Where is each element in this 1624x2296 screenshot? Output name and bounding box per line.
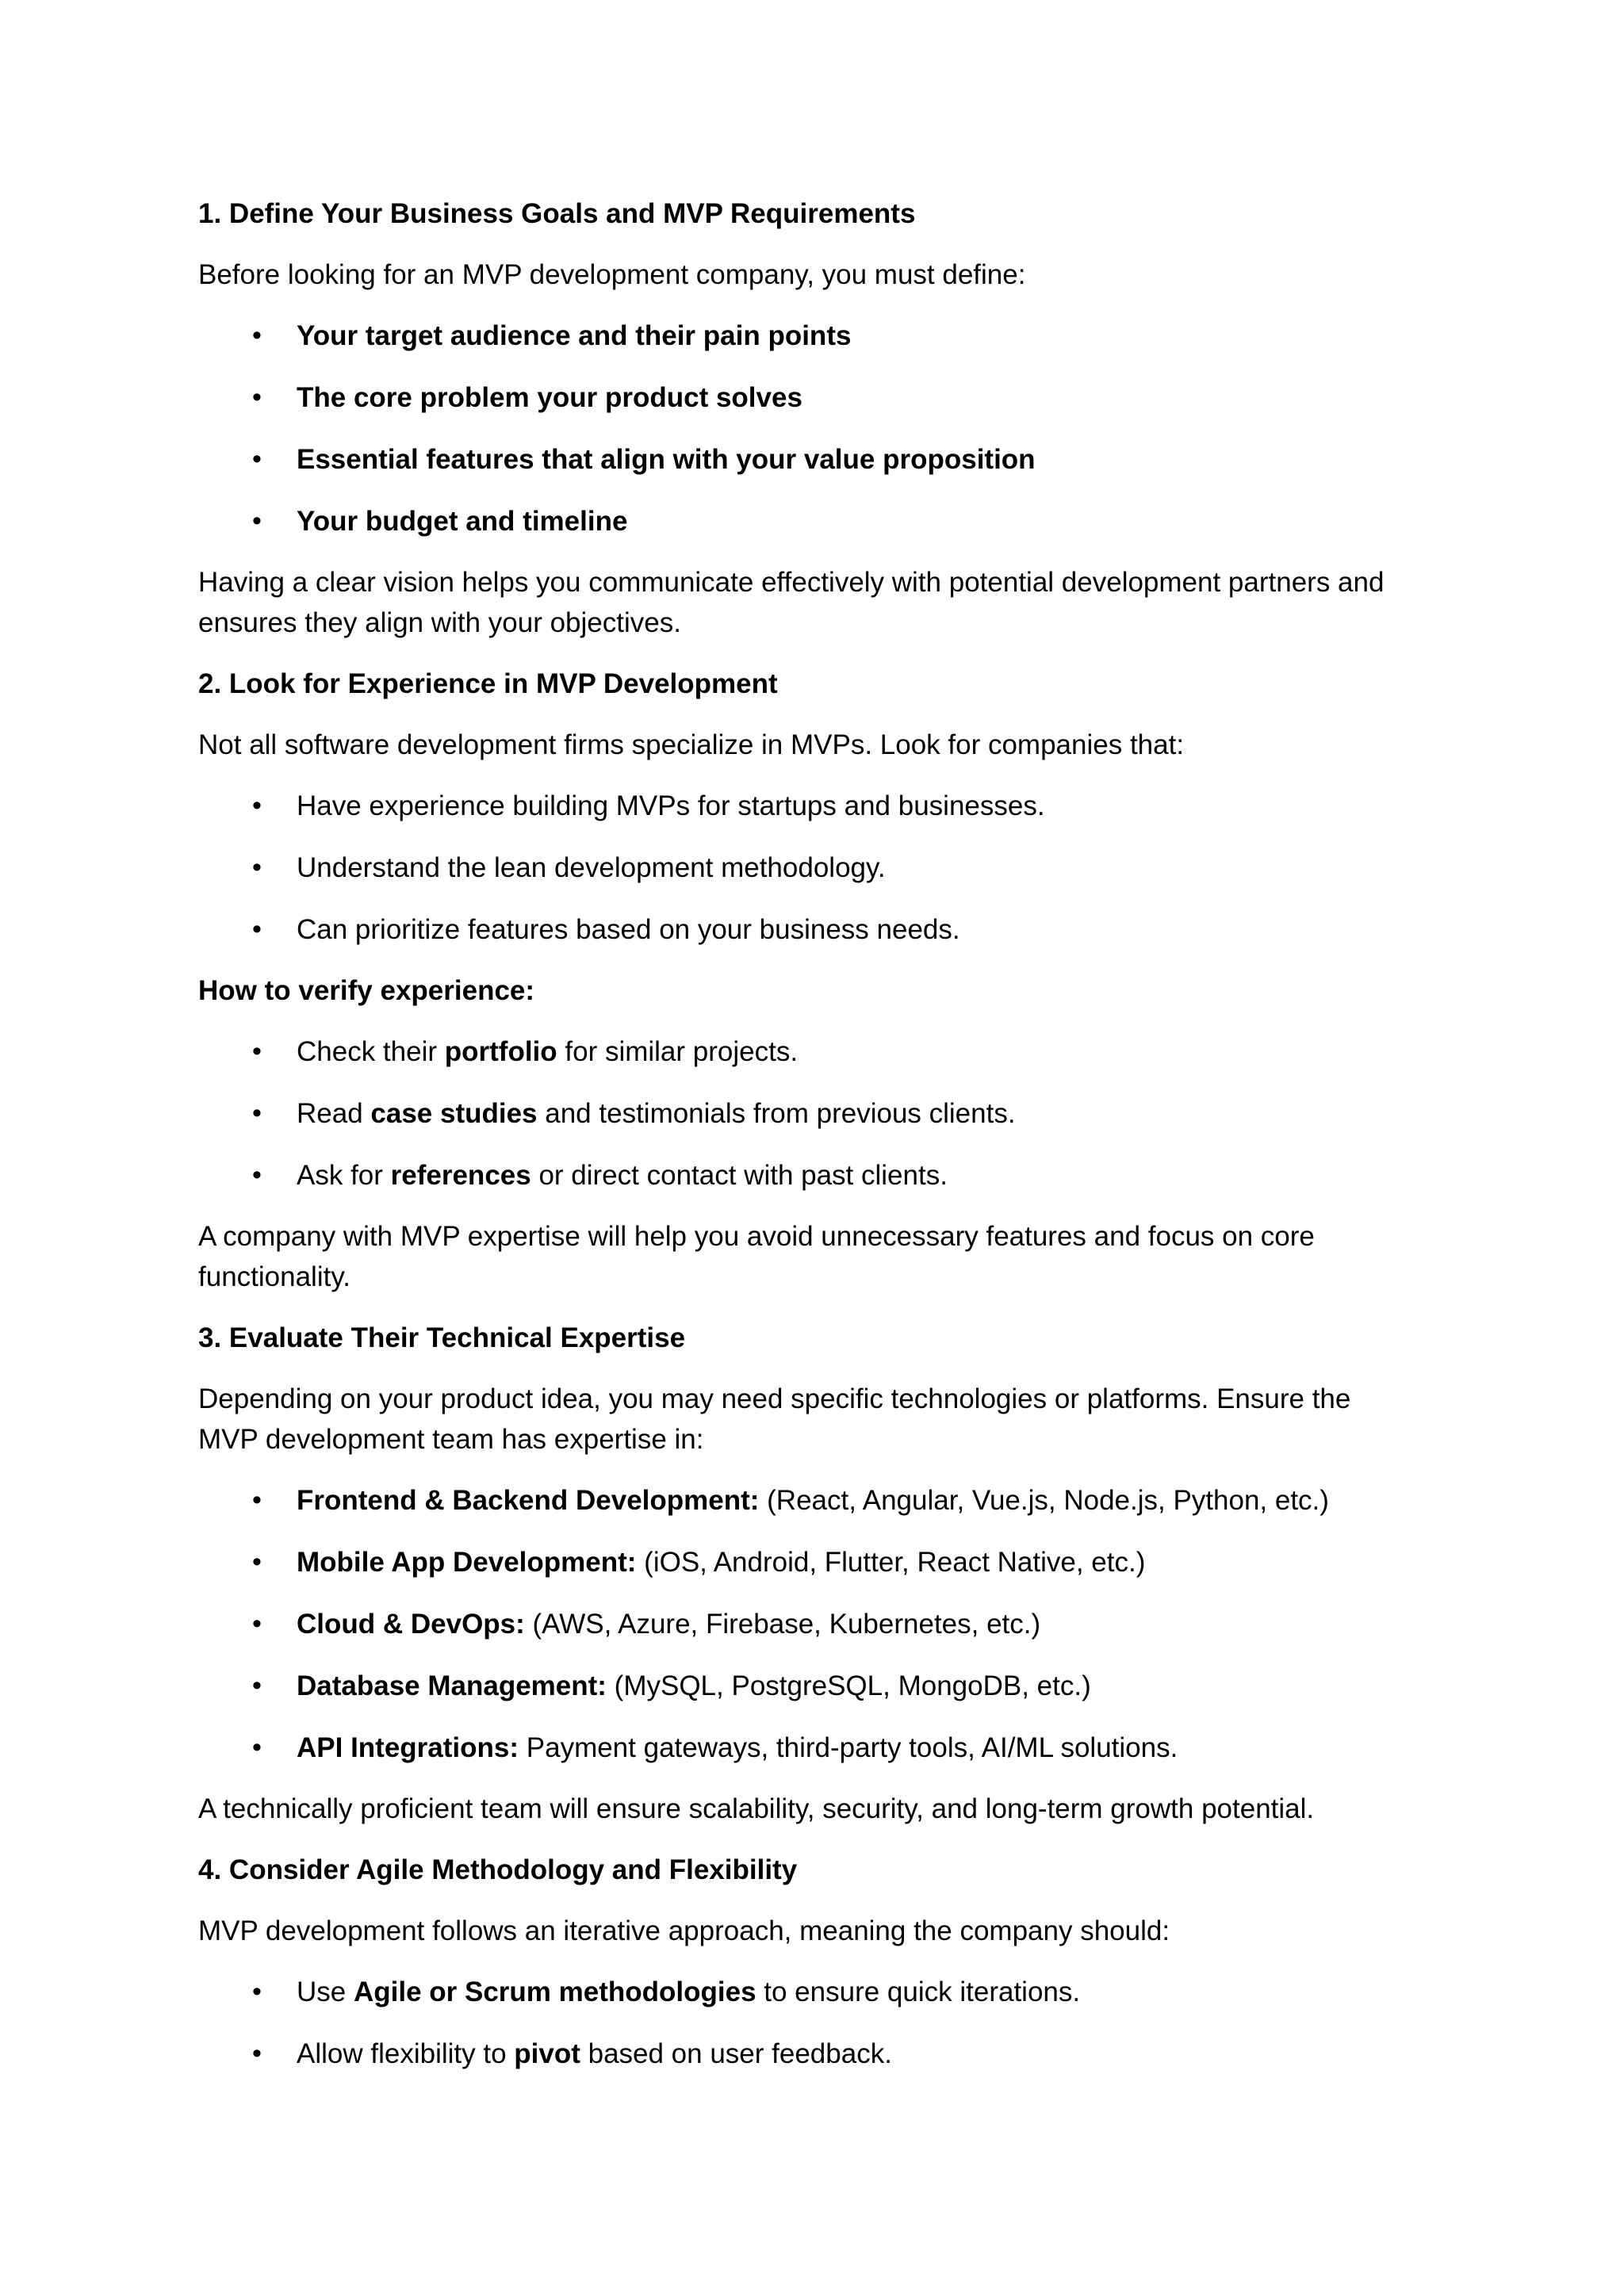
- bullet-icon: •: [252, 1160, 262, 1190]
- list-item: • Understand the lean development methodology.: [198, 848, 1386, 888]
- list-item: • Can prioritize features based on your business needs.: [198, 909, 1386, 950]
- bullet-icon: •: [252, 914, 262, 944]
- list-item: • Read case studies and testimonials from previous clients.: [198, 1093, 1386, 1134]
- bullet-icon: •: [252, 320, 262, 350]
- section-1-heading: 1. Define Your Business Goals and MVP Requirements: [198, 198, 916, 229]
- bullet-icon: •: [252, 1547, 262, 1577]
- section-2-outro: A company with MVP expertise will help you avoid unnecessary features and focus on core functionality.: [198, 1221, 1315, 1292]
- section-3-heading: 3. Evaluate Their Technical Expertise: [198, 1322, 686, 1353]
- bullet-icon: •: [252, 506, 262, 536]
- bullet-icon: •: [252, 1609, 262, 1639]
- list-item: • Database Management: (MySQL, PostgreSQL, MongoDB, etc.): [198, 1666, 1386, 1706]
- verify-experience-subheading: How to verify experience:: [198, 975, 535, 1006]
- bullet-icon: •: [252, 1036, 262, 1066]
- section-1-bullet-list: [198, 316, 1386, 541]
- section-1-outro: Having a clear vision helps you communicate effectively with potential development partners and ensures they align with your objectives.: [198, 567, 1385, 638]
- list-item: • Use Agile or Scrum methodologies to ensure quick iterations.: [198, 1972, 1386, 2012]
- verify-bullet-list: [198, 1031, 1386, 1196]
- bullet-icon: •: [252, 2038, 262, 2068]
- section-2-bullet-list: [198, 786, 1386, 950]
- list-item: • Allow flexibility to pivot based on user feedback.: [198, 2034, 1386, 2074]
- list-item: • Your budget and timeline: [198, 501, 1386, 541]
- list-item: • The core problem your product solves: [198, 377, 1386, 418]
- list-item: • API Integrations: Payment gateways, third-party tools, AI/ML solutions.: [198, 1728, 1386, 1768]
- bullet-icon: •: [252, 444, 262, 474]
- section-4-bullet-list: [198, 1972, 1386, 2074]
- list-item: • Essential features that align with your value proposition: [198, 439, 1386, 480]
- list-item: • Your target audience and their pain points: [198, 316, 1386, 356]
- bullet-icon: •: [252, 790, 262, 821]
- section-2-intro: Not all software development firms specialize in MVPs. Look for companies that:: [198, 729, 1185, 760]
- list-item: • Frontend & Backend Development: (React, Angular, Vue.js, Node.js, Python, etc.): [198, 1480, 1386, 1521]
- section-4-intro: MVP development follows an iterative approach, meaning the company should:: [198, 1915, 1170, 1946]
- list-item: • Mobile App Development: (iOS, Android, Flutter, React Native, etc.): [198, 1542, 1386, 1582]
- bullet-icon: •: [252, 1732, 262, 1762]
- bullet-icon: •: [252, 1670, 262, 1701]
- section-3-bullet-list: [198, 1480, 1386, 1768]
- list-item: • Have experience building MVPs for startups and businesses.: [198, 786, 1386, 826]
- list-item: • Cloud & DevOps: (AWS, Azure, Firebase, Kubernetes, etc.): [198, 1604, 1386, 1644]
- section-1-intro: Before looking for an MVP development company, you must define:: [198, 259, 1026, 290]
- bullet-icon: •: [252, 852, 262, 882]
- bullet-icon: •: [252, 382, 262, 412]
- section-4-heading: 4. Consider Agile Methodology and Flexibility: [198, 1854, 798, 1885]
- bullet-icon: •: [252, 1485, 262, 1515]
- bullet-icon: •: [252, 1976, 262, 2007]
- list-item: • Check their portfolio for similar projects.: [198, 1031, 1386, 1072]
- list-item: • Ask for references or direct contact with past clients.: [198, 1155, 1386, 1196]
- section-2-heading: 2. Look for Experience in MVP Development: [198, 668, 778, 699]
- bullet-icon: •: [252, 1098, 262, 1128]
- section-3-outro: A technically proficient team will ensure scalability, security, and long-term growth potential.: [198, 1793, 1315, 1824]
- section-3-intro: Depending on your product idea, you may need specific technologies or platforms. Ensure the MVP development team has expertise in:: [198, 1383, 1351, 1455]
